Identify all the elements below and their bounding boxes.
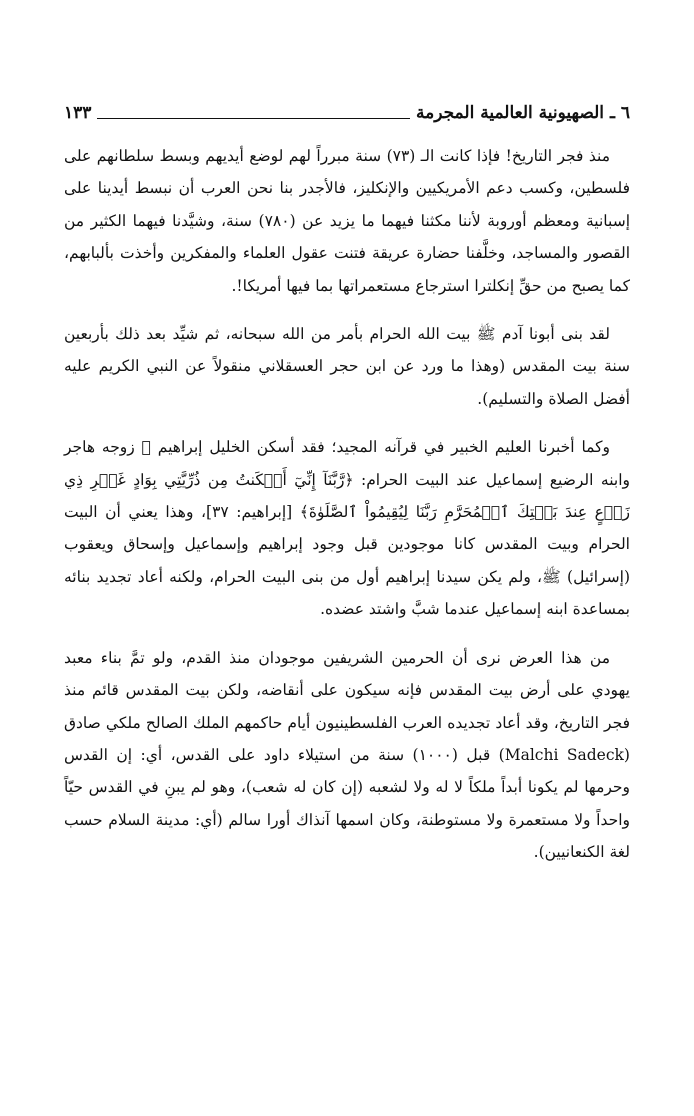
paragraph: لقد بنى أبونا آدم ﷺ بيت الله الحرام بأمر من الله سبحانه، ثم شيِّد بعد ذلك بأربعين سنة بيت المقدس (وهذا ما ورد عن ابن حجر العسقلاني منقولاً عن النبي الكريم عليه أفضل الصلاة والتسليم).: [64, 325, 630, 408]
header-rule: [97, 118, 410, 119]
chapter-title: ٦ ـ الصهيونية العالمية المجرمة: [415, 103, 630, 123]
paragraph: من هذا العرض نرى أن الحرمين الشريفين موجودان منذ القدم، ولو تمَّ بناء معبد يهودي على أرض بيت المقدس فإنه سيكون على أنقاضه، ولكن بيت المقدس قائم منذ فجر التاريخ، وقد أعاد تجديده العرب الفلسطينيون أيام حاكمهم الملك الصالح ملكي صادق (Malchi Sadeck) قبل (١٠٠٠) سنة من استيلاء داود على القدس، أي: إن القدس وحرمها لم يكونا أبداً ملكاً لا له ولا لشعبه (إن كان له شعب)، وهو لم يبنِ في القدس حيّاً واحداً ولا مستعمرة ولا مستوطنة، وكان اسمها آنذاك أورا سالم (أي: مدينة السلام حسب لغة الكنعانيين).: [64, 648, 630, 862]
paragraph: وكما أخبرنا العليم الخبير في قرآنه المجيد؛ فقد أسكن الخليل إبراهيم ﷺ زوجه هاجر وابنه الرضيع إسماعيل عند البيت الحرام: ﴿رَّبَّنَآ إِنِّيٓ أَسۡكَنتُ مِن ذُرِّيَّتِي بِوَادٍ غَيۡرِ ذِي زَرۡعٍ عِندَ بَيۡتِكَ ٱلۡمُحَرَّمِ رَبَّنَا لِيُقِيمُواْ ٱلصَّلَوٰةَ﴾ [إبراهيم: ٣٧]، وهذا يعني أن البيت الحرام وبيت المقدس كانا موجودين قبل وجود إبراهيم وإسماعيل وإسحاق ويعقوب (إسرائيل) ﷺ، ولم يكن سيدنا إبراهيم أول من بنى البيت الحرام، ولكنه أعاد تجديد بنائه بمساعدة ابنه إسماعيل عندما شبَّ واشتد عضده.: [64, 438, 630, 619]
running-header: [64, 94, 630, 124]
page-number: ١٣٣: [64, 103, 92, 123]
paragraph: منذ فجر التاريخ! فإذا كانت الـ (٧٣) سنة مبرراً لهم لوضع أيديهم وبسط سلطانهم على فلسطين، وكسب دعم الأمريكيين والإنكليز، فالأجدر بنا نحن العرب أن نبسط أيدينا على إسبانية ومعظم أوروبة لأننا مكثنا فيهما ما يزيد عن (٧٨٠) سنة، وشيَّدنا فيهما الكثير من القصور والمساجد، وخلَّفنا حضارة عريقة فتنت عقول العلماء والمفكرين وأخذت بألبابهم، كما يصبح من حقِّ إنكلترا استرجاع مستعمراتها بما فيها أمريكا!.: [64, 147, 630, 295]
page-body: [64, 140, 630, 869]
book-page: [64, 94, 630, 869]
